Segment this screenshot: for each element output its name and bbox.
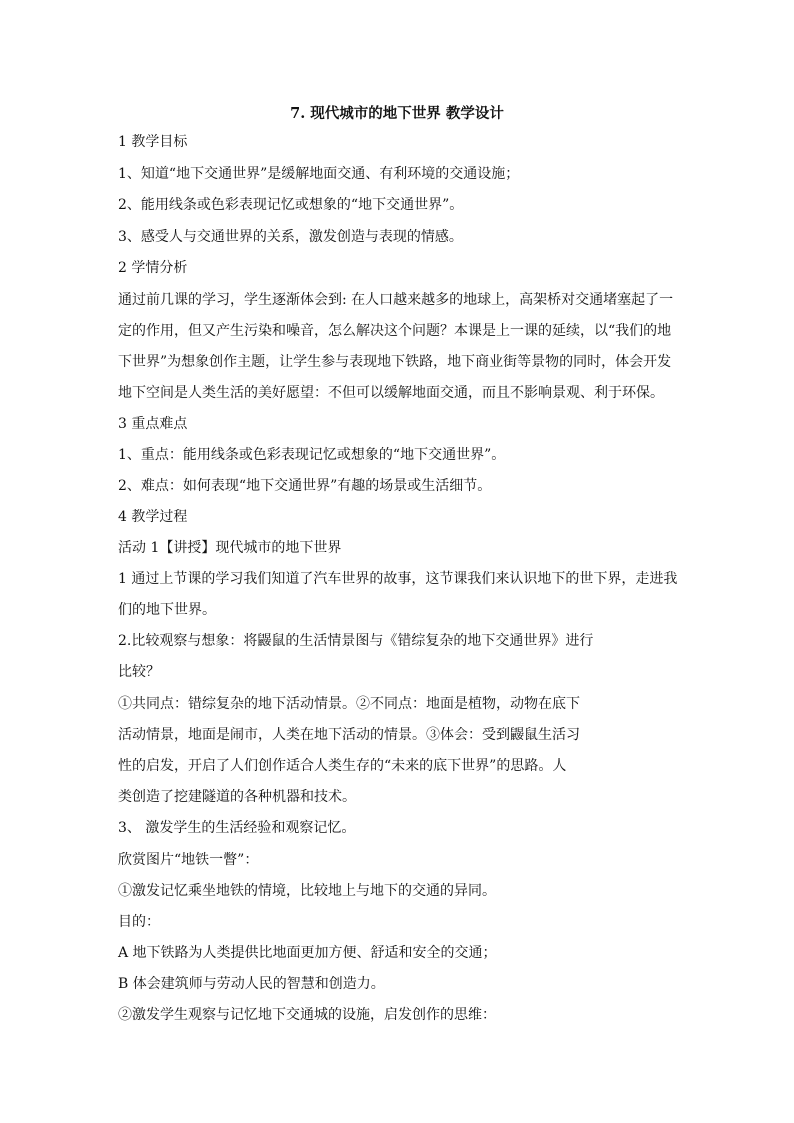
heading-teaching-goals: 1 教学目标	[118, 134, 188, 150]
process-line-5: ①共同点：错综复杂的地下活动情景。②不同点：地面是植物，动物在底下	[118, 696, 580, 712]
process-line-6: 活动情景，地面是闹市，人类在地下活动的情景。③体会：受到鼹鼠生活习	[118, 727, 580, 743]
key-point-2: 2、难点：如何表现“地下交通世界”有趣的场景或生活细节。	[118, 478, 492, 494]
analysis-line-1: 通过前几课的学习，学生逐渐体会到: 在人口越来越多的地球上，高架桥对交通堵塞起了一	[118, 292, 674, 308]
process-line-7: 性的启发，开启了人们创作适合人类生存的“未来的底下世界”的思路。人	[118, 758, 567, 774]
process-line-12: ②激发学生观察与记忆地下交通城的设施，启发创作的思维：	[118, 1007, 496, 1023]
process-line-2: 们的地下世界。	[118, 602, 216, 618]
goal-item-1: 1、知道“地下交通世界”是缓解地面交通、有利环境的交通设施；	[118, 166, 520, 182]
process-line-8: 类创造了挖建隧道的各种机器和技术。	[118, 789, 356, 805]
activity-heading: 活动 1【讲授】现代城市的地下世界	[118, 540, 342, 556]
purpose-heading: 目的：	[118, 914, 160, 930]
process-line-1: 1 通过上节课的学习我们知道了汽车世界的故事，这节课我们来认识地下的世下界，走进我	[118, 571, 678, 587]
purpose-item-a: A 地下铁路为人类提供比地面更加方便、舒适和安全的交通；	[118, 945, 497, 961]
analysis-line-2: 定的作用，但又产生污染和噪音，怎么解决这个问题？本课是上一课的延续，以“我们的地	[118, 323, 672, 339]
goal-item-3: 3、感受人与交通世界的关系，激发创造与表现的情感。	[118, 229, 463, 245]
process-line-9: 3、 激发学生的生活经验和观察记忆。	[118, 820, 356, 836]
heading-student-analysis: 2 学情分析	[118, 260, 188, 276]
key-point-1: 1、重点：能用线条或色彩表现记忆或想象的“地下交通世界”。	[118, 447, 506, 463]
document-title: 7. 现代城市的地下世界 教学设计	[290, 105, 504, 122]
goal-item-2: 2、能用线条或色彩表现记忆或想象的“地下交通世界”。	[118, 197, 464, 213]
heading-key-points: 3 重点难点	[118, 416, 188, 432]
process-line-4: 比较？	[118, 664, 160, 680]
process-line-10: 欣赏图片“地铁一瞥”：	[118, 852, 259, 868]
heading-teaching-process: 4 教学过程	[118, 509, 188, 525]
process-line-11: ①激发记忆乘坐地铁的情境，比较地上与地下的交通的异同。	[118, 883, 496, 899]
process-line-3: 2.比较观察与想象：将鼹鼠的生活情景图与《错综复杂的地下交通世界》进行	[118, 633, 594, 649]
analysis-line-3: 下世界”为想象创作主题，让学生参与表现地下铁路，地下商业街等景物的同时，体会开发	[118, 354, 672, 370]
analysis-line-4: 地下空间是人类生活的美好愿望：不但可以缓解地面交通，而且不影响景观、利于环保。	[118, 385, 664, 401]
purpose-item-b: B 体会建筑师与劳动人民的智慧和创造力。	[118, 976, 385, 992]
